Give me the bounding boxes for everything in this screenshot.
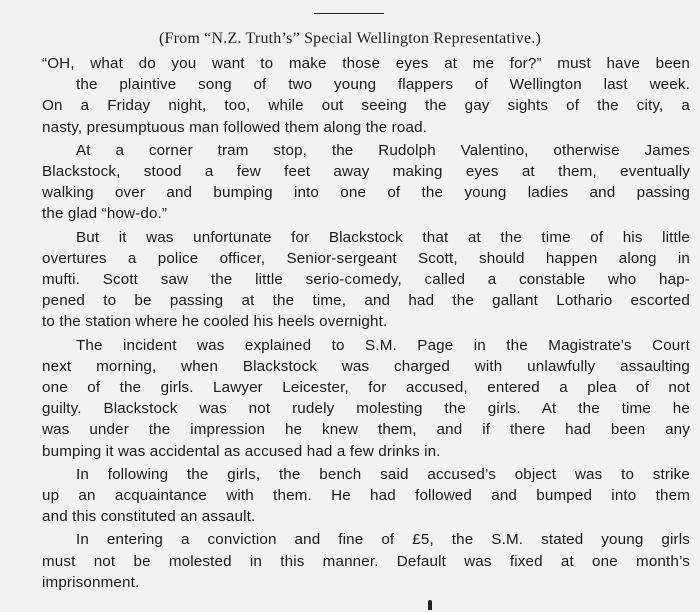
paragraph-line: imprisonment.	[42, 573, 140, 591]
paragraph-line: overtures a police officer, Senior-sergeant Scott, should happen along in	[42, 249, 690, 267]
article-body	[42, 53, 690, 595]
paragraph-line: to the station where he cooled his heels overnight.	[42, 313, 388, 331]
paragraph-6	[42, 529, 690, 593]
paragraph-line: was under the impression he knew them, and if there had been any	[42, 421, 690, 439]
paragraph-line: must not be molested in this manner. Default was fixed at one month’s	[42, 552, 690, 570]
paragraph-line: one of the girls. Lawyer Leicester, for accused, entered a plea of not	[42, 379, 690, 397]
print-mark	[428, 600, 432, 610]
paragraph-line: But it was unfortunate for Blackstock that at the time of his little	[76, 228, 690, 246]
paragraph-line: The incident was explained to S.M. Page in the Magistrate’s Court	[76, 336, 690, 354]
paragraph-line: At a corner tram stop, the Rudolph Valentino, otherwise James	[76, 141, 690, 159]
paragraph-1	[42, 53, 690, 138]
paragraph-line: In entering a conviction and fine of £5, the S.M. stated young girls	[76, 531, 690, 549]
paragraph-line: On a Friday night, too, while out seeing the gay sights of the city, a	[42, 97, 690, 115]
paragraph-4	[42, 335, 690, 462]
paragraph-line: mufti. Scott saw the little serio-comedy, called a constable who hap-	[42, 271, 690, 289]
paragraph-line: walking over and bumping into one of the young ladies and passing	[42, 184, 690, 202]
paragraph-line: next morning, when Blackstock was charged with unlawfully assaulting	[42, 357, 690, 375]
paragraph-line: bumping it was accidental as accused had a few drinks in.	[42, 442, 441, 460]
paragraph-line: the plaintive song of two young flappers of Wellington last week.	[76, 76, 690, 94]
paragraph-line: pened to be passing at the time, and had the gallant Lothario escorted	[42, 292, 690, 310]
paragraph-line: nasty, presumptuous man followed them along the road.	[42, 118, 428, 136]
byline: (From “N.Z. Truth’s” Special Wellington Representative.)	[158, 30, 541, 47]
paragraph-line: up an acquaintance with them. He had followed and bumped into them	[42, 487, 690, 505]
header-rule	[314, 13, 384, 14]
paragraph-line: In following the girls, the bench said accused’s object was to strike	[76, 465, 690, 483]
paragraph-2	[42, 140, 690, 225]
paragraph-line: and this constituted an assault.	[42, 508, 256, 526]
paragraph-line: Blackstock, stood a few feet away making eyes at them, eventually	[42, 163, 690, 181]
paragraph-line: “OH, what do you want to make those eyes at me for?” must have been	[42, 55, 690, 72]
paragraph-3	[42, 227, 690, 333]
paragraph-5	[42, 464, 690, 528]
paragraph-line: guilty. Blackstock was not rudely molesting the girls. At the time he	[42, 400, 690, 418]
paragraph-line: the glad “how-do.”	[42, 205, 168, 223]
